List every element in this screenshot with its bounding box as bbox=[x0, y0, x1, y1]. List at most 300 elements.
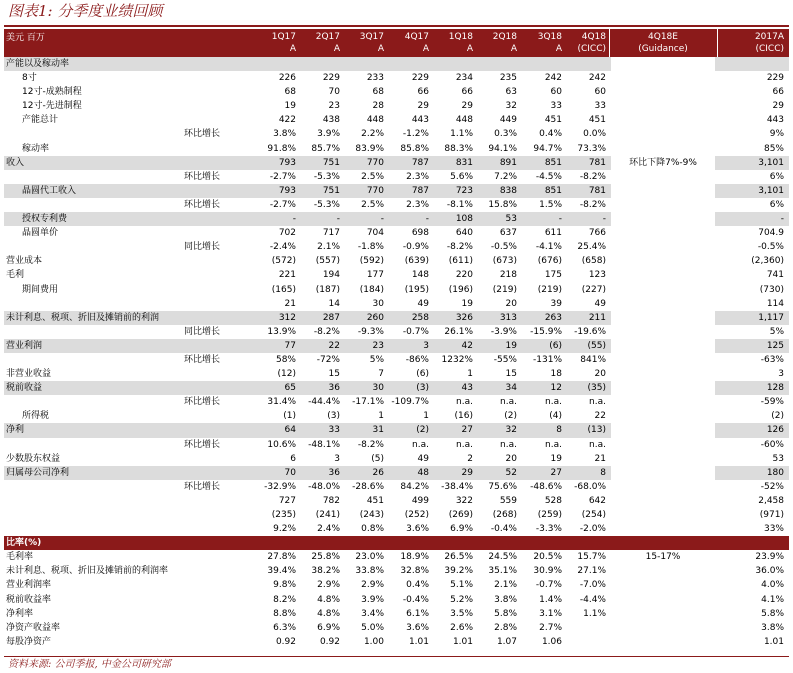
table-row bbox=[4, 480, 789, 494]
value-cell: 229 bbox=[322, 73, 340, 84]
column-period: 3Q17 bbox=[359, 32, 384, 42]
value-cell: (219) bbox=[537, 284, 562, 295]
value-cell: 5.8% bbox=[761, 608, 784, 619]
value-cell: -1.2% bbox=[402, 129, 429, 140]
column-basis: A bbox=[289, 44, 296, 54]
value-cell: 2.1% bbox=[317, 242, 340, 253]
value-cell: 27.1% bbox=[577, 566, 606, 577]
value-cell: 3 bbox=[334, 453, 340, 464]
value-cell: - bbox=[780, 214, 784, 225]
value-cell: 1,117 bbox=[758, 312, 784, 323]
table-row bbox=[4, 339, 789, 353]
value-cell: (196) bbox=[448, 284, 473, 295]
column-header bbox=[724, 31, 784, 55]
row-label: 少数股东权益 bbox=[6, 453, 61, 464]
value-cell: 287 bbox=[322, 312, 340, 323]
value-cell: 640 bbox=[455, 228, 473, 239]
value-cell: -4.4% bbox=[579, 594, 606, 605]
value-cell: - bbox=[425, 214, 429, 225]
value-cell: -2.4% bbox=[269, 242, 296, 253]
value-cell: -5.3% bbox=[313, 171, 340, 182]
value-cell: 0.92 bbox=[275, 636, 296, 647]
value-cell: n.a. bbox=[412, 439, 429, 450]
value-cell: 29 bbox=[461, 467, 473, 478]
value-cell: 851 bbox=[544, 185, 562, 196]
value-cell: 1.00 bbox=[363, 636, 384, 647]
value-cell: 0.4% bbox=[539, 129, 562, 140]
unit-label: 美元 百万 bbox=[6, 33, 45, 43]
value-cell: 831 bbox=[455, 157, 473, 168]
row-label: 净利 bbox=[6, 425, 25, 436]
row-label: 授权专利费 bbox=[22, 214, 68, 225]
value-cell: (195) bbox=[404, 284, 429, 295]
value-cell: 88.3% bbox=[444, 143, 473, 154]
column-period: 2Q18 bbox=[492, 32, 517, 42]
title-rule bbox=[4, 25, 789, 27]
table-row bbox=[4, 452, 789, 466]
value-cell: 20 bbox=[505, 453, 517, 464]
header-separator bbox=[609, 29, 610, 57]
value-cell: 226 bbox=[278, 73, 296, 84]
value-cell: n.a. bbox=[500, 397, 517, 408]
row-label: 12寸-先进制程 bbox=[22, 101, 82, 112]
value-cell: 3.9% bbox=[361, 594, 384, 605]
value-cell: 5.8% bbox=[494, 608, 517, 619]
guidance-cell bbox=[611, 268, 715, 282]
value-cell: 3,101 bbox=[758, 157, 784, 168]
guidance-cell bbox=[611, 212, 715, 226]
guidance-cell bbox=[611, 184, 715, 198]
table-row bbox=[4, 494, 789, 508]
section-header-row bbox=[4, 536, 789, 550]
row-label: 营业利润率 bbox=[6, 580, 52, 591]
value-cell: 6% bbox=[769, 171, 784, 182]
value-cell: n.a. bbox=[545, 397, 562, 408]
value-cell: (3) bbox=[416, 383, 429, 394]
value-cell: -8.2% bbox=[579, 171, 606, 182]
value-cell: 9% bbox=[769, 129, 784, 140]
value-cell: 114 bbox=[766, 298, 784, 309]
value-cell: 12 bbox=[550, 383, 562, 394]
value-cell: 75.6% bbox=[488, 481, 517, 492]
value-cell: -68.0% bbox=[574, 481, 606, 492]
value-cell: 13.9% bbox=[267, 326, 296, 337]
value-cell: 451 bbox=[588, 115, 606, 126]
row-label: 每股净资产 bbox=[6, 636, 52, 647]
value-cell: 26.5% bbox=[444, 552, 473, 563]
guidance-cell bbox=[611, 99, 715, 113]
row-label: 产能总计 bbox=[22, 115, 59, 126]
value-cell: (252) bbox=[404, 510, 429, 520]
value-cell: 1.5% bbox=[539, 199, 562, 210]
guidance-cell bbox=[611, 578, 715, 592]
value-cell: -86% bbox=[405, 354, 429, 365]
value-cell: 32 bbox=[505, 425, 517, 436]
value-cell: 2.4% bbox=[317, 524, 340, 535]
value-cell: (2) bbox=[504, 411, 517, 422]
value-cell: 64 bbox=[284, 425, 296, 436]
value-cell: (6) bbox=[549, 340, 562, 351]
guidance-cell bbox=[611, 564, 715, 578]
value-cell: 2.5% bbox=[361, 171, 384, 182]
value-cell: 6.9% bbox=[317, 622, 340, 633]
value-cell: (219) bbox=[492, 284, 517, 295]
value-cell: 177 bbox=[366, 270, 384, 281]
value-cell: 781 bbox=[588, 185, 606, 196]
value-cell: (4) bbox=[549, 411, 562, 422]
value-cell: 15 bbox=[505, 369, 517, 380]
value-cell: 637 bbox=[499, 228, 517, 239]
value-cell: 108 bbox=[455, 214, 473, 225]
value-cell: 3.4% bbox=[361, 608, 384, 619]
value-cell: 5.1% bbox=[450, 580, 473, 591]
row-label: 12寸-成熟制程 bbox=[22, 87, 82, 98]
value-cell: -3.9% bbox=[490, 326, 517, 337]
value-cell: 58% bbox=[275, 354, 296, 365]
value-cell: 15 bbox=[328, 369, 340, 380]
value-cell: 6.3% bbox=[273, 622, 296, 633]
value-cell: 8 bbox=[600, 467, 606, 478]
value-cell: 723 bbox=[455, 185, 473, 196]
value-cell: 3.8% bbox=[761, 622, 784, 633]
guidance-cell bbox=[611, 466, 715, 480]
value-cell: 128 bbox=[766, 383, 784, 394]
row-label: 毛利率 bbox=[6, 552, 34, 563]
table-row bbox=[4, 99, 789, 113]
value-cell: (572) bbox=[271, 256, 296, 267]
value-cell: 66 bbox=[772, 87, 784, 98]
table-row bbox=[4, 522, 789, 536]
table-row bbox=[4, 508, 789, 522]
value-cell: -17.1% bbox=[352, 397, 384, 408]
value-cell: 4.8% bbox=[317, 608, 340, 619]
value-cell: -0.7% bbox=[535, 580, 562, 591]
value-cell: 33 bbox=[550, 101, 562, 112]
value-cell: 0.0% bbox=[583, 129, 606, 140]
value-cell: 49 bbox=[417, 298, 429, 309]
value-cell: 8.2% bbox=[273, 594, 296, 605]
table-row bbox=[4, 57, 789, 71]
row-label: 营业利润 bbox=[6, 340, 43, 351]
row-label: 营业成本 bbox=[6, 256, 43, 267]
value-cell: 27 bbox=[550, 467, 562, 478]
guidance-cell bbox=[611, 480, 715, 494]
value-cell: 70 bbox=[328, 87, 340, 98]
row-label: 未计利息、税项、折旧及摊销前的利润 bbox=[6, 312, 160, 323]
value-cell: 1 bbox=[378, 411, 384, 422]
value-cell: (227) bbox=[581, 284, 606, 295]
value-cell: 30 bbox=[372, 298, 384, 309]
table-row bbox=[4, 550, 789, 564]
value-cell: 233 bbox=[366, 73, 384, 84]
value-cell: 1 bbox=[467, 369, 473, 380]
value-cell: 611 bbox=[544, 228, 562, 239]
value-cell: -15.9% bbox=[530, 326, 562, 337]
value-cell: (235) bbox=[271, 510, 296, 520]
table-row bbox=[4, 226, 789, 240]
value-cell: 60 bbox=[594, 87, 606, 98]
value-cell: 221 bbox=[278, 270, 296, 281]
value-cell: 787 bbox=[411, 157, 429, 168]
value-cell: 448 bbox=[455, 115, 473, 126]
guidance-cell bbox=[611, 254, 715, 268]
value-cell: 180 bbox=[766, 467, 784, 478]
value-cell: 2.8% bbox=[494, 622, 517, 633]
value-cell: (187) bbox=[315, 284, 340, 295]
value-cell: 60 bbox=[550, 87, 562, 98]
value-cell: 9.8% bbox=[273, 580, 296, 591]
value-cell: 3.6% bbox=[406, 524, 429, 535]
value-cell: 91.8% bbox=[267, 143, 296, 154]
value-cell: 451 bbox=[544, 115, 562, 126]
value-cell: (1) bbox=[283, 411, 296, 422]
value-cell: 704.9 bbox=[758, 228, 784, 239]
value-cell: 23 bbox=[372, 340, 384, 351]
value-cell: 4.1% bbox=[761, 594, 784, 605]
value-cell: 29 bbox=[461, 101, 473, 112]
value-cell: 20 bbox=[505, 298, 517, 309]
value-cell: -55% bbox=[493, 354, 517, 365]
value-cell: 3,101 bbox=[758, 185, 784, 196]
value-cell: 838 bbox=[499, 185, 517, 196]
guidance-cell bbox=[611, 353, 715, 367]
row-label: 同比增长 bbox=[184, 242, 221, 253]
table-row bbox=[4, 297, 789, 311]
table-row bbox=[4, 156, 789, 170]
value-cell: 2.7% bbox=[539, 622, 562, 633]
value-cell: 27 bbox=[461, 425, 473, 436]
value-cell: 68 bbox=[284, 87, 296, 98]
value-cell: 5% bbox=[769, 326, 784, 337]
value-cell: 30.9% bbox=[533, 566, 562, 577]
value-cell: 258 bbox=[411, 312, 429, 323]
value-cell: (55) bbox=[587, 340, 606, 351]
row-label: 环比增长 bbox=[184, 129, 221, 140]
value-cell: 65 bbox=[284, 383, 296, 394]
value-cell: 66 bbox=[417, 87, 429, 98]
row-label: 环比增长 bbox=[184, 397, 221, 408]
value-cell: 73.3% bbox=[577, 143, 606, 154]
guidance-cell bbox=[611, 325, 715, 339]
guidance-cell bbox=[611, 607, 715, 621]
row-label: 税前收益率 bbox=[6, 594, 52, 605]
value-cell: 19 bbox=[461, 298, 473, 309]
value-cell: 766 bbox=[588, 228, 606, 239]
value-cell: 2.1% bbox=[494, 580, 517, 591]
value-cell: -52% bbox=[760, 481, 784, 492]
value-cell: 20.5% bbox=[533, 552, 562, 563]
table-row bbox=[4, 113, 789, 127]
value-cell: 2.2% bbox=[361, 129, 384, 140]
value-cell: 781 bbox=[588, 157, 606, 168]
source-note: 资料来源: 公司季报, 中金公司研究部 bbox=[8, 659, 171, 670]
value-cell: n.a. bbox=[589, 439, 606, 450]
value-cell: 727 bbox=[278, 495, 296, 506]
value-cell: 23.0% bbox=[355, 552, 384, 563]
value-cell: 7 bbox=[378, 369, 384, 380]
value-cell: 242 bbox=[588, 73, 606, 84]
row-label: 归属母公司净利 bbox=[6, 467, 70, 478]
value-cell: 48 bbox=[417, 467, 429, 478]
value-cell: 449 bbox=[499, 115, 517, 126]
row-label: 同比增长 bbox=[184, 326, 221, 337]
value-cell: 33 bbox=[328, 425, 340, 436]
guidance-cell bbox=[611, 283, 715, 297]
value-cell: 148 bbox=[411, 270, 429, 281]
value-cell: (184) bbox=[359, 284, 384, 295]
value-cell: 36 bbox=[328, 383, 340, 394]
guidance-cell bbox=[611, 635, 715, 649]
value-cell: 94.1% bbox=[488, 143, 517, 154]
header-separator bbox=[717, 29, 718, 57]
column-period: 1Q17 bbox=[271, 32, 296, 42]
value-cell: (2) bbox=[416, 425, 429, 436]
column-period: 2017A bbox=[754, 32, 784, 42]
value-cell: 26 bbox=[372, 467, 384, 478]
guidance-cell bbox=[611, 621, 715, 635]
figure-title: 图表1: 分季度业绩回顾 bbox=[8, 2, 163, 20]
value-cell: (13) bbox=[587, 425, 606, 436]
value-cell: -48.0% bbox=[308, 481, 340, 492]
value-cell: 751 bbox=[322, 185, 340, 196]
value-cell: 220 bbox=[455, 270, 473, 281]
value-cell: -0.5% bbox=[757, 242, 784, 253]
value-cell: 3.6% bbox=[406, 622, 429, 633]
table-row bbox=[4, 268, 789, 282]
row-label: 未计利息、税项、折旧及摊销前的利润率 bbox=[6, 566, 169, 577]
column-header bbox=[546, 31, 606, 55]
value-cell: 9.2% bbox=[273, 524, 296, 535]
guidance-cell bbox=[611, 127, 715, 141]
guidance-cell bbox=[611, 522, 715, 536]
table-row bbox=[4, 578, 789, 592]
value-cell: -0.4% bbox=[402, 594, 429, 605]
value-cell: 83.9% bbox=[355, 143, 384, 154]
value-cell: 0.8% bbox=[361, 524, 384, 535]
table-row bbox=[4, 367, 789, 381]
value-cell: 22 bbox=[594, 411, 606, 422]
value-cell: 6 bbox=[290, 453, 296, 464]
table-header bbox=[4, 29, 789, 57]
value-cell: 2.5% bbox=[361, 199, 384, 210]
guidance-cell bbox=[611, 226, 715, 240]
value-cell: 499 bbox=[411, 495, 429, 506]
value-cell: 32 bbox=[505, 101, 517, 112]
value-cell: 528 bbox=[544, 495, 562, 506]
value-cell: 242 bbox=[544, 73, 562, 84]
value-cell: 8 bbox=[556, 425, 562, 436]
value-cell: -8.2% bbox=[579, 199, 606, 210]
value-cell: 31.4% bbox=[267, 397, 296, 408]
value-cell: (165) bbox=[271, 284, 296, 295]
value-cell: 39 bbox=[550, 298, 562, 309]
value-cell: 84.2% bbox=[400, 481, 429, 492]
column-period: 4Q17 bbox=[404, 32, 429, 42]
row-label: 环比增长 bbox=[184, 439, 221, 450]
value-cell: - bbox=[602, 214, 606, 225]
value-cell: 23.9% bbox=[755, 552, 784, 563]
row-label: 比率(%) bbox=[6, 538, 42, 549]
value-cell: 29 bbox=[772, 101, 784, 112]
value-cell: 263 bbox=[544, 312, 562, 323]
value-cell: 0.92 bbox=[319, 636, 340, 647]
row-label: 环比增长 bbox=[184, 171, 221, 182]
value-cell: 5.0% bbox=[361, 622, 384, 633]
column-basis: A bbox=[466, 44, 473, 54]
value-cell: 3.8% bbox=[494, 594, 517, 605]
table-row bbox=[4, 607, 789, 621]
value-cell: 559 bbox=[499, 495, 517, 506]
guidance-cell bbox=[611, 113, 715, 127]
guidance-cell: 15-17% bbox=[611, 550, 715, 564]
value-cell: 4.0% bbox=[761, 580, 784, 591]
value-cell: (2) bbox=[771, 411, 784, 422]
value-cell: 1.06 bbox=[541, 636, 562, 647]
value-cell: 770 bbox=[366, 157, 384, 168]
value-cell: 443 bbox=[411, 115, 429, 126]
value-cell: -72% bbox=[316, 354, 340, 365]
value-cell: 25.4% bbox=[577, 242, 606, 253]
value-cell: (254) bbox=[581, 510, 606, 520]
value-cell: - bbox=[380, 214, 384, 225]
value-cell: -44.4% bbox=[308, 397, 340, 408]
value-cell: (971) bbox=[759, 510, 784, 520]
row-label: 净资产收益率 bbox=[6, 622, 61, 633]
value-cell: -60% bbox=[760, 439, 784, 450]
value-cell: 39.4% bbox=[267, 566, 296, 577]
row-label: 期间费用 bbox=[22, 284, 59, 295]
value-cell: (676) bbox=[537, 256, 562, 267]
value-cell: 782 bbox=[322, 495, 340, 506]
value-cell: -19.6% bbox=[574, 326, 606, 337]
table-row bbox=[4, 212, 789, 226]
value-cell: (269) bbox=[448, 510, 473, 520]
value-cell: - bbox=[292, 214, 296, 225]
value-cell: - bbox=[558, 214, 562, 225]
value-cell: 2.6% bbox=[450, 622, 473, 633]
value-cell: n.a. bbox=[545, 439, 562, 450]
value-cell: -8.2% bbox=[446, 242, 473, 253]
value-cell: -2.0% bbox=[579, 524, 606, 535]
value-cell: -4.5% bbox=[535, 171, 562, 182]
value-cell: 49 bbox=[417, 453, 429, 464]
value-cell: (243) bbox=[359, 510, 384, 520]
value-cell: 2.9% bbox=[361, 580, 384, 591]
value-cell: (611) bbox=[448, 256, 473, 267]
value-cell: 1.1% bbox=[450, 129, 473, 140]
value-cell: 260 bbox=[366, 312, 384, 323]
value-cell: (12) bbox=[277, 369, 296, 380]
value-cell: 891 bbox=[499, 157, 517, 168]
value-cell: 68 bbox=[372, 87, 384, 98]
column-period: 1Q18 bbox=[448, 32, 473, 42]
value-cell: -5.3% bbox=[313, 199, 340, 210]
guidance-cell: 环比下降7%-9% bbox=[611, 156, 715, 170]
value-cell: 85% bbox=[763, 143, 784, 154]
guidance-cell bbox=[611, 395, 715, 409]
value-cell: 326 bbox=[455, 312, 473, 323]
value-cell: 229 bbox=[766, 73, 784, 84]
value-cell: 36 bbox=[328, 467, 340, 478]
value-cell: 21 bbox=[594, 453, 606, 464]
value-cell: 22 bbox=[328, 340, 340, 351]
value-cell: -8.2% bbox=[313, 326, 340, 337]
value-cell: 18 bbox=[550, 369, 562, 380]
column-header bbox=[611, 31, 715, 55]
table-row bbox=[4, 254, 789, 268]
value-cell: 793 bbox=[278, 185, 296, 196]
value-cell: 793 bbox=[278, 157, 296, 168]
